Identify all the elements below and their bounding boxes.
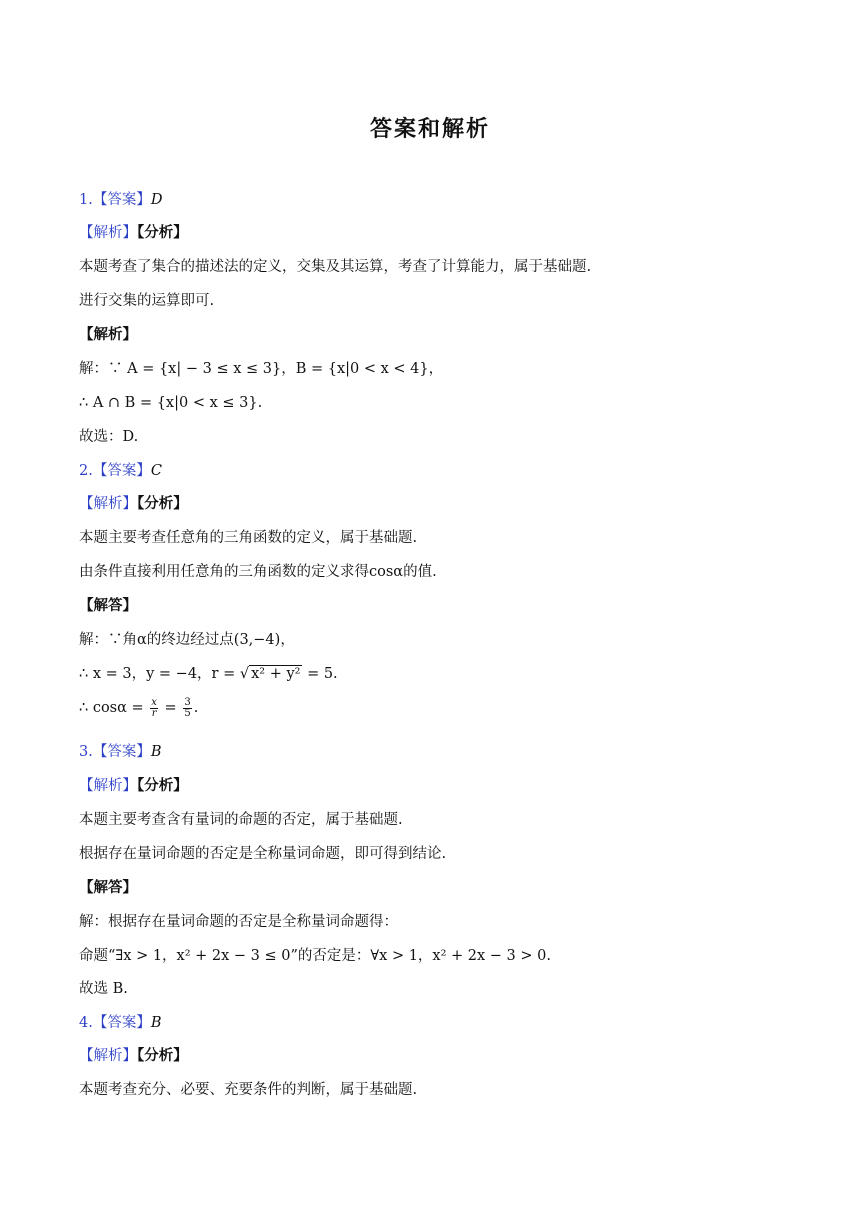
q3-method: 根据存在量词命题的否定是全称量词命题，即可得到结论. bbox=[79, 846, 447, 862]
q4-answer: B bbox=[150, 1015, 162, 1031]
q2-section-tag: 【解答】 bbox=[79, 597, 137, 614]
q3-tags-line bbox=[79, 775, 188, 797]
q4-answer-line bbox=[79, 1012, 162, 1034]
fraction-numerator: 3 bbox=[184, 696, 191, 708]
q3-solution-step-1: 解：根据存在量词命题的否定是全称量词命题得： bbox=[79, 914, 398, 930]
q3-answer-line bbox=[79, 741, 162, 763]
q2-sol2-start: ∴ x = 3，y = −4，r = bbox=[79, 666, 240, 682]
q1-conclusion: 故选：D. bbox=[79, 429, 139, 445]
q2-jiexi-tag: 【解析】 bbox=[79, 496, 137, 512]
fraction-numerator: x bbox=[151, 696, 157, 708]
q2-solution-step-3 bbox=[79, 697, 198, 719]
q3-jiexi-tag: 【解析】 bbox=[79, 778, 137, 794]
q2-sol3-start: ∴ cosα = bbox=[79, 700, 149, 716]
q2-solution-step-2 bbox=[79, 663, 338, 685]
q4-answer-tag: 【答案】 bbox=[92, 1015, 151, 1031]
q1-tags-line bbox=[79, 222, 188, 244]
q2-sol3-end: . bbox=[193, 700, 199, 716]
fraction-denominator: r bbox=[151, 707, 157, 719]
q1-solution-step-2: ∴ A ∩ B = {x|0 < x ≤ 3}. bbox=[79, 395, 263, 411]
q1-jiexi-tag: 【解析】 bbox=[79, 225, 137, 241]
page-title: 答案和解析 bbox=[369, 117, 490, 142]
q2-sol2-radicand: x² + y² bbox=[251, 666, 301, 682]
fraction-x-over-r bbox=[150, 698, 158, 719]
q4-number: 4. bbox=[79, 1015, 93, 1031]
q4-fenxi-tag: 【分析】 bbox=[137, 1047, 188, 1064]
q2-answer: C bbox=[150, 463, 162, 479]
sqrt-symbol: √ x² + y² bbox=[239, 666, 301, 682]
q4-jiexi-tag: 【解析】 bbox=[79, 1048, 137, 1064]
q2-fenxi-tag: 【分析】 bbox=[137, 495, 188, 512]
q1-analysis: 本题考查了集合的描述法的定义，交集及其运算，考查了计算能力，属于基础题. bbox=[79, 259, 592, 275]
q2-method: 由条件直接利用任意角的三角函数的定义求得cosα的值. bbox=[79, 564, 437, 580]
q2-number: 2. bbox=[79, 463, 93, 479]
q3-section-tag: 【解答】 bbox=[79, 879, 137, 896]
q2-sol3-equals: = bbox=[159, 700, 182, 716]
q3-solution-step-2: 命题“∃x > 1，x² + 2x − 3 ≤ 0”的否定是：∀x > 1，x² + 2x − 3 > 0. bbox=[79, 948, 551, 964]
fraction-denominator: 5 bbox=[184, 707, 191, 719]
q3-number: 3. bbox=[79, 744, 93, 760]
q2-sol2-end: = 5. bbox=[302, 666, 338, 682]
q3-fenxi-tag: 【分析】 bbox=[137, 777, 188, 794]
q3-analysis: 本题主要考查含有量词的命题的否定，属于基础题. bbox=[79, 812, 403, 828]
q4-analysis: 本题考查充分、必要、充要条件的判断，属于基础题. bbox=[79, 1082, 418, 1098]
q4-tags-line bbox=[79, 1045, 188, 1067]
q3-answer-tag: 【答案】 bbox=[92, 744, 151, 760]
q1-answer-tag: 【答案】 bbox=[92, 192, 151, 208]
q2-answer-line bbox=[79, 460, 162, 482]
q3-conclusion: 故选 B. bbox=[79, 981, 128, 997]
q1-fenxi-tag: 【分析】 bbox=[137, 224, 188, 241]
q2-tags-line bbox=[79, 493, 188, 515]
q2-answer-tag: 【答案】 bbox=[92, 463, 151, 479]
q1-answer-line bbox=[79, 189, 162, 211]
q1-solution-step-1: 解：∵ A = {x| − 3 ≤ x ≤ 3}，B = {x|0 < x < 4}， bbox=[79, 361, 444, 377]
q1-method: 进行交集的运算即可. bbox=[79, 293, 215, 309]
q1-answer: D bbox=[150, 192, 163, 208]
q2-analysis: 本题主要考查任意角的三角函数的定义，属于基础题. bbox=[79, 530, 418, 546]
q3-answer: B bbox=[150, 744, 162, 760]
q1-number: 1. bbox=[79, 192, 93, 208]
q2-solution-step-1: 解：∵角α的终边经过点(3,−4)， bbox=[79, 632, 295, 648]
q1-section-tag: 【解析】 bbox=[79, 326, 137, 343]
fraction-3-over-5 bbox=[183, 698, 191, 719]
